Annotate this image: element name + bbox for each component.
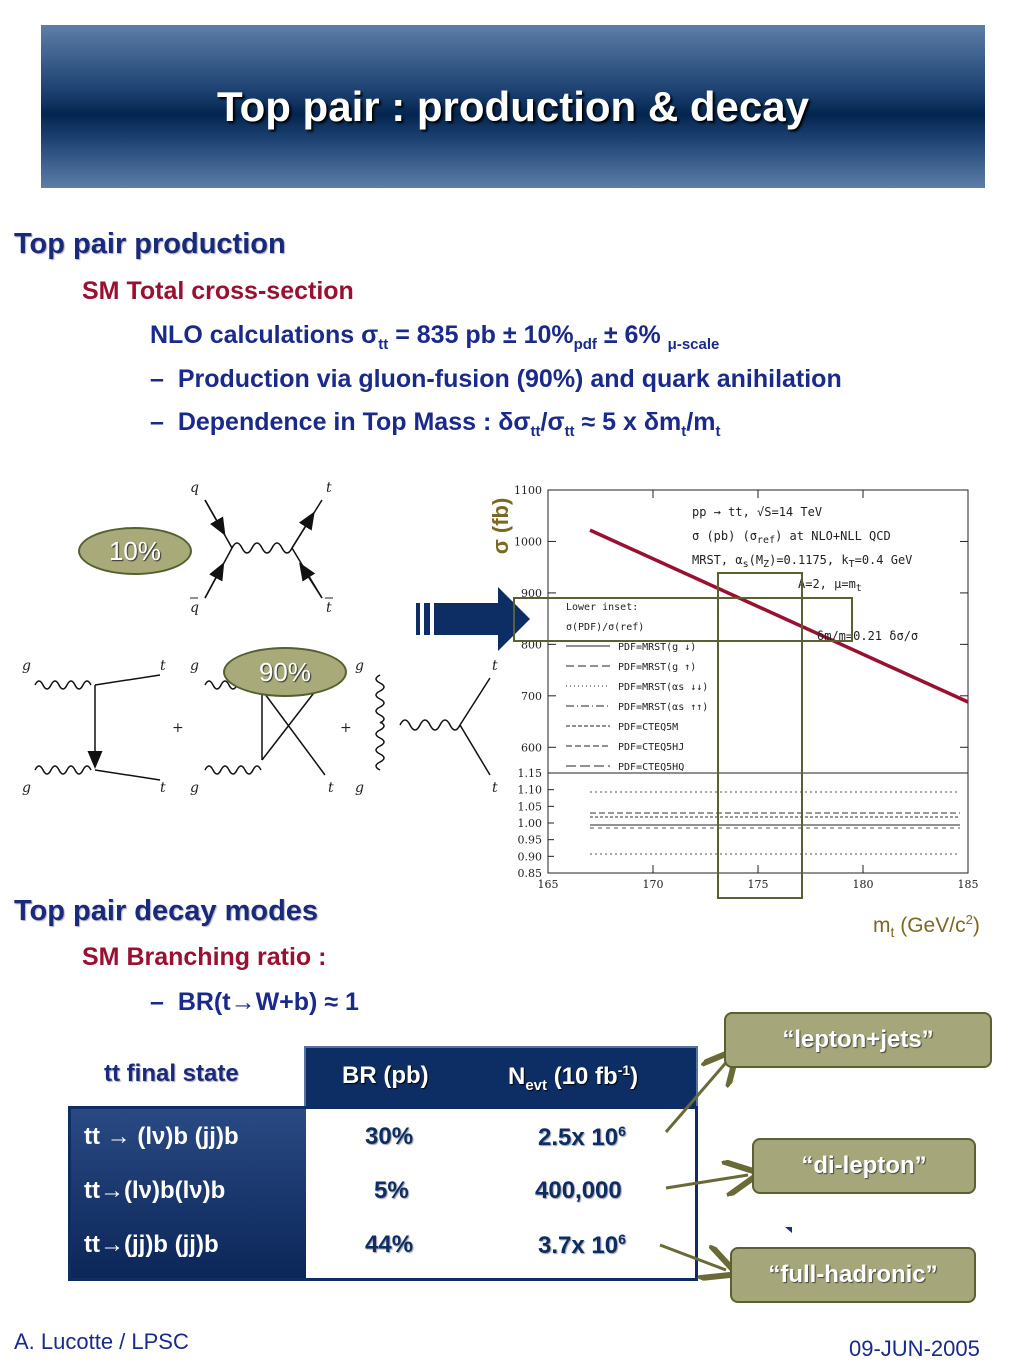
inset-tick-label: 1.05 <box>517 800 542 814</box>
x-tick-label: 180 <box>852 878 874 891</box>
arrow-to-full-hadronic <box>660 1245 726 1270</box>
arrow-to-di-lepton <box>666 1175 748 1188</box>
bullet-br: – BR(t→W+b) ≈ 1 <box>150 988 359 1016</box>
label-t: t <box>326 480 332 496</box>
quark-annihilation-diagram <box>190 480 333 616</box>
inset-tick-label: 0.90 <box>517 850 542 864</box>
arrow-to-lepton-jets <box>666 1058 730 1132</box>
annotation-line4: A=2, $\mu=m_t$ <box>798 577 862 594</box>
row1-nevt: 2.5x $10^6$ <box>538 1123 626 1151</box>
annotation-line1: pp → tt, √S=14 TeV <box>692 505 823 519</box>
y-tick-label: 1100 <box>514 484 542 497</box>
y-tick-label: 600 <box>521 741 542 755</box>
label-tbar: t <box>326 600 332 616</box>
footer-date: 09-JUN-2005 <box>849 1336 980 1361</box>
svg-text:t: t <box>492 780 498 796</box>
legend-entry: PDF=MRST(αs ↑↑) <box>618 702 709 713</box>
label-qbar: q <box>190 600 199 616</box>
tag-di-lepton: “di-lepton” <box>752 1138 976 1194</box>
branching-subheading: SM Branching ratio : <box>82 943 327 971</box>
svg-text:t: t <box>160 780 166 796</box>
inset-tick-label: 1.10 <box>517 783 542 797</box>
bullet-gluon-fusion: – Production via gluon-fusion (90%) and quark anihilation <box>150 365 842 393</box>
gluon-fusion-percent: 90% <box>223 647 347 697</box>
svg-text:t: t <box>492 658 498 674</box>
legend-header1: Lower inset: <box>566 602 639 613</box>
production-heading: Top pair production <box>14 228 286 260</box>
annotation-line2: σ (pb) $(\sigma_{ref})$ at NLO+NLL QCD <box>692 529 891 546</box>
label-q: q <box>190 480 199 496</box>
header-nevt: $N_{evt}$ (10 $fb^{-1}$) <box>508 1062 639 1094</box>
row3-br: 44% <box>365 1231 414 1258</box>
inset-tick-label: 1.00 <box>517 817 542 830</box>
bullet-top-mass: – Dependence in Top Mass : $\delta\sigma_{tt}/\sigma_{tt} \approx 5$ x $\delta m_t/m_t$ <box>150 408 721 440</box>
decay-heading: Top pair decay modes <box>14 895 319 927</box>
svg-text:g: g <box>355 658 364 674</box>
inset-tick-label: 1.15 <box>517 767 542 780</box>
row2-br: 5% <box>374 1177 409 1204</box>
x-axis-label: $m_t$ $(GeV/c^2)$ <box>873 912 980 940</box>
cross-section-subheading: SM Total cross-section <box>82 277 354 305</box>
svg-text:g: g <box>22 780 31 796</box>
x-tick-label: 175 <box>747 878 769 891</box>
svg-text:g: g <box>355 780 364 796</box>
svg-text:t: t <box>328 780 334 796</box>
svg-text:+: + <box>340 720 352 736</box>
y-axis-label: σ (fb) <box>488 497 513 555</box>
footer-author: A. Lucotte / LPSC <box>14 1329 189 1354</box>
header-final-state: tt final state <box>104 1060 239 1087</box>
y-tick-label: 700 <box>521 689 542 703</box>
y-tick-label: 900 <box>521 586 542 600</box>
y-tick-label: 1000 <box>514 535 542 549</box>
quark-annihilation-percent: 10% <box>78 527 192 575</box>
x-tick-label: 170 <box>642 878 664 891</box>
svg-text:+: + <box>172 720 184 736</box>
legend-header2: σ(PDF)/σ(ref) <box>566 622 645 633</box>
gluon-fusion-diagram-3 <box>355 658 498 796</box>
x-tick-label: 165 <box>537 878 559 891</box>
y-tick-label: 800 <box>521 638 542 652</box>
title-banner <box>41 25 985 188</box>
row3-nevt: 3.7x $10^6$ <box>538 1231 626 1259</box>
gluon-fusion-diagram-1 <box>22 658 166 796</box>
row1-state: tt → (lν)b (jj)b <box>84 1123 239 1150</box>
svg-text:g: g <box>190 780 199 796</box>
small-marker-icon <box>785 1227 792 1233</box>
inset-tick-label: 0.95 <box>517 833 542 847</box>
row1-br: 30% <box>365 1123 414 1150</box>
row3-state: tt→(jj)b (jj)b <box>84 1231 219 1258</box>
annotation-slope: δm/m=0.21 δσ/σ <box>817 629 919 643</box>
svg-text:t: t <box>160 658 166 674</box>
svg-text:g: g <box>190 658 199 674</box>
inset-tick-label: 0.85 <box>517 867 542 880</box>
inset-plot-frame <box>548 773 968 873</box>
row2-state: tt→(lν)b(lν)b <box>84 1177 226 1204</box>
svg-text:g: g <box>22 658 31 674</box>
row2-nevt: 400,000 <box>535 1177 622 1204</box>
legend-entry: PDF=CTEQ5HQ <box>618 762 685 773</box>
legend-entry: PDF=CTEQ5M <box>618 722 679 733</box>
nlo-line: NLO calculations $\sigma_{tt} = 835$ pb ± $10\%_{pdf} \pm 6\%$ $_{\mu-scale}$ <box>150 321 720 353</box>
cross-section-chart <box>480 470 1024 950</box>
legend-entry: PDF=MRST(g ↑) <box>618 662 697 673</box>
table-header-state-cell <box>68 1046 304 1106</box>
tag-full-hadronic: “full-hadronic” <box>730 1247 976 1303</box>
legend-entry: PDF=CTEQ5HJ <box>618 742 685 753</box>
legend-entry: PDF=MRST(αs ↓↓) <box>618 682 709 693</box>
slide-title: Top pair : production & decay <box>217 83 809 130</box>
annotation-line3: MRST, $\alpha_s(M_Z)=0.1175$, $k_T=0.4$ GeV <box>692 553 913 570</box>
header-br: BR (pb) <box>342 1062 429 1089</box>
table-header-values <box>304 1046 698 1108</box>
x-tick-label: 185 <box>957 878 979 891</box>
legend-entry: PDF=MRST(g ↓) <box>618 642 697 653</box>
tag-lepton-jets: “lepton+jets” <box>724 1012 992 1068</box>
